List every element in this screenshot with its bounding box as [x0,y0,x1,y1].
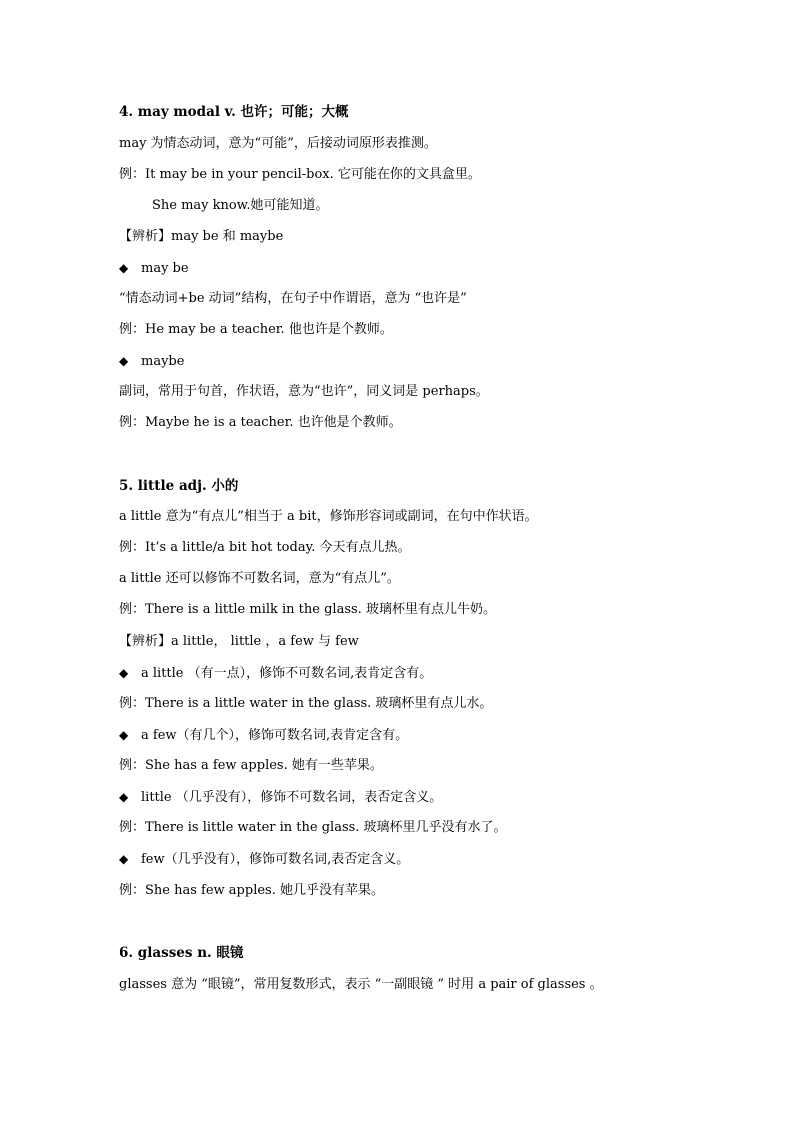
section-5-heading: 5. little adj. 小的 [119,478,239,494]
section-5-line-3: a little 还可以修饰不可数名词，意为“有点儿”。 [119,571,400,586]
section-4-line-6: “情态动词+be 动词”结构，在句子中作谓语，意为 “也许是” [119,291,467,306]
section-5-line-2: 例：It’s a little/a bit hot today. 今天有点儿热。 [119,540,411,555]
section-6-heading: 6. glasses n. 眼镜 [119,945,244,961]
section-6-line-1: glasses 意为 “眼镜”，常用复数形式，表示 “一副眼镜 ” 时用 a pair of glasses 。 [119,977,603,992]
section-4-line-9: 副词，常用于句首，作状语，意为“也许”，同义词是 perhaps。 [119,384,489,399]
bullet-text: few（几乎没有），修饰可数名词,表否定含义。 [141,852,410,867]
section-5-line-5: 【辨析】a little， little ，a few 与 few [119,634,359,649]
diamond-bullet-icon: ◆ [119,852,129,866]
bullet-text: a little （有一点），修饰不可数名词,表肯定含有。 [141,666,433,681]
section-4-line-4: 【辨析】may be 和 maybe [119,229,284,244]
diamond-bullet-icon: ◆ [119,728,129,742]
section-5-bullet-3 [119,788,442,807]
bullet-text: little （几乎没有），修饰不可数名词，表否定含义。 [141,790,443,805]
section-5-line-13: 例：She has few apples. 她几乎没有苹果。 [119,883,384,898]
section-5-line-4: 例：There is a little milk in the glass. 玻璃杯里有点儿牛奶。 [119,602,496,617]
section-4-line-1: may 为情态动词，意为“可能”，后接动词原形表推测。 [119,136,437,151]
section-4-line-2: 例：It may be in your pencil-box. 它可能在你的文具盒里。 [119,167,481,182]
section-4-bullet-1 [119,259,189,278]
section-4-heading: 4. may modal v. 也许；可能；大概 [119,104,349,120]
section-5-line-11: 例：There is little water in the glass. 玻璃杯里几乎没有水了。 [119,820,507,835]
section-5-bullet-1 [119,664,432,683]
section-5-line-7: 例：There is a little water in the glass. 玻璃杯里有点儿水。 [119,696,493,711]
diamond-bullet-icon: ◆ [119,354,129,368]
diamond-bullet-icon: ◆ [119,790,129,804]
section-4-line-10: 例：Maybe he is a teacher. 也许他是个教师。 [119,415,402,430]
section-5-line-9: 例：She has a few apples. 她有一些苹果。 [119,758,383,773]
bullet-text: a few（有几个），修饰可数名词,表肯定含有。 [141,728,409,743]
section-5-bullet-2 [119,726,408,745]
bullet-text: may be [141,261,189,276]
section-4-bullet-2 [119,352,184,371]
section-5-bullet-4 [119,850,409,869]
section-4-line-3: She may know.她可能知道。 [152,198,329,213]
section-4-line-7: 例：He may be a teacher. 他也许是个教师。 [119,322,393,337]
diamond-bullet-icon: ◆ [119,666,129,680]
section-5-line-1: a little 意为“有点儿”相当于 a bit，修饰形容词或副词，在句中作状语。 [119,509,538,524]
bullet-text: maybe [141,354,185,369]
diamond-bullet-icon: ◆ [119,261,129,275]
